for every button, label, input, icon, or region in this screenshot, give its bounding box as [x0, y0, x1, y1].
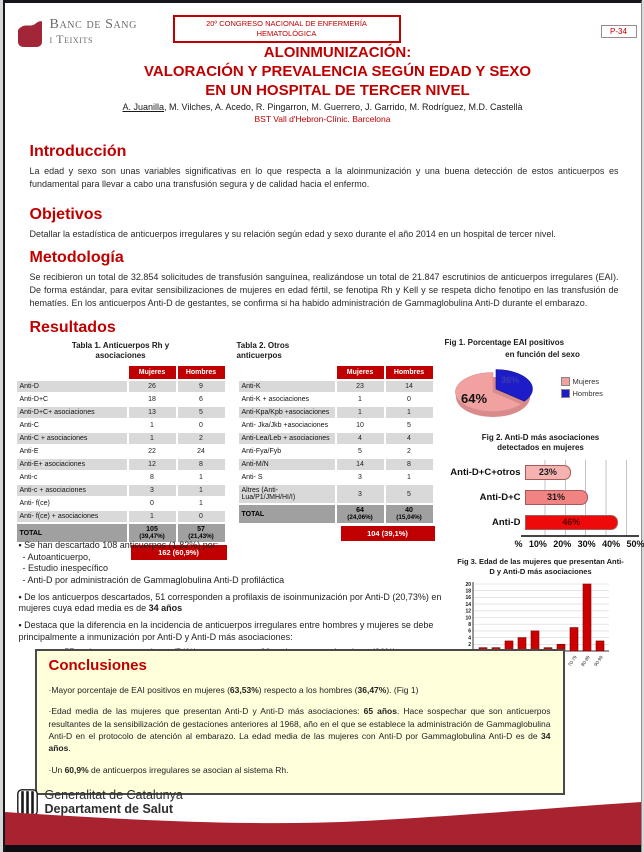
table-cell-value: 5	[407, 422, 411, 430]
table2-summary-bar: 104 (39,1%)	[341, 526, 435, 541]
table-row	[239, 394, 433, 405]
table1-header-row	[17, 366, 225, 379]
conclusion-1: ·Mayor porcentaje de EAI positivos en mujeres (63,53%) respecto a los hombres (36,47%). (Fig 1)	[48, 685, 419, 695]
fig2-category-label: Anti-D+C+otros	[450, 466, 521, 478]
table-cell-value: 0	[178, 511, 225, 522]
conclusion-2: ·Edad media de las mujeres que presentan Anti-D y Anti-D más asociaciones: 65 años. Hace sospechar que son anticuerpos resultantes de la sensibilización de gestaciones anteriores al 1968, año en el que se establece la administración de Gammaglobulina Anti-D en el protocolo de atención al embarazo. La edad media de las mujeres con Anti-D por Gammaglobulina Anti-D es de 34 años.	[48, 706, 551, 754]
table2-total-hombres: 40 (15,04%)	[386, 505, 433, 523]
table-cell-value: 3	[358, 474, 362, 482]
table-cell-value: 22	[148, 448, 156, 456]
fig2-plot-track	[525, 485, 637, 510]
fig2-value-label: 46%	[562, 517, 581, 528]
table-row	[17, 511, 225, 522]
section-introduccion	[30, 143, 619, 191]
table-cell-label: Anti- S	[241, 474, 263, 482]
table1-summary-bar: 162 (60,9%)	[131, 545, 227, 560]
logo-line2: i Teixits	[49, 32, 94, 47]
fig2-bar	[525, 490, 588, 505]
table-row	[239, 381, 433, 392]
table-cell-label: Altres (Anti-Lua/P1/JMH/HI/I)	[239, 485, 335, 503]
fig3-bar	[596, 641, 604, 651]
introduccion-heading: Introducción	[29, 143, 127, 160]
table-cell-label: Anti- f(ce)	[19, 500, 50, 508]
fig2-bar	[525, 465, 572, 480]
table-cell-value: 0	[199, 422, 203, 430]
table-cell-value: 1	[386, 407, 433, 418]
table-row	[17, 381, 225, 392]
fig2-axis-labels: % 10% 20% 30% 40% 50%	[514, 538, 644, 549]
footer-wave-decoration	[5, 801, 641, 845]
table-cell-value: 3	[337, 485, 384, 503]
metodologia-body: Se recibieron un total de 32.854 solicitudes de transfusión sanguínea, realizándose un total de 21.847 escrutinios de anticuerpos irregulares (EAI). De forma estándar, para evitar sensibilizaciones de mujeres en edad fértil, se fenotipa Rh y Kell y se respeta dicho fenotipo en las transfusión de hematíes. En los anticuerpos Anti-D de gestantes, se confirma si ha habido administración de Gammaglobulina Anti-D durante el embarazo.	[29, 272, 619, 309]
table2-header-mujeres: Mujeres	[337, 366, 384, 379]
congress-line1: 20º CONGRESO NACIONAL DE ENFERMERÍA	[206, 19, 367, 28]
pie-label-mujeres-pct: 64%	[460, 391, 487, 406]
table-cell-value: 23	[337, 381, 384, 392]
table-row	[239, 459, 433, 470]
title-line1: ALOINMUNIZACIÓN:	[263, 44, 412, 61]
title-line2: VALORACIÓN Y PREVALENCIA SEGÚN EDAD Y SEXO	[143, 62, 532, 80]
table-cell-label: Anti-Fya/Fyb	[241, 448, 282, 456]
note-sub-antid: - Anti-D por administración de Gammaglobulina Anti-D profiláctica	[22, 575, 285, 586]
table1-total-mujeres: 105 (39,47%)	[129, 524, 176, 542]
fig3-y-tick: 16	[464, 595, 471, 602]
fig3-y-tick: 12	[464, 608, 471, 615]
authors-line	[5, 102, 641, 112]
table-cell-label: Anti-E	[19, 448, 39, 456]
poster-title	[65, 44, 611, 100]
poster-page	[3, 0, 642, 852]
bottom-border-bar	[5, 845, 641, 852]
table-cell-value: 5	[386, 485, 433, 503]
pie-chart-graphic	[441, 363, 559, 427]
table2-block	[237, 341, 435, 541]
fig3-x-tick: 90-99	[592, 654, 604, 668]
table-cell-label: Anti-D+C+ asociaciones	[17, 407, 127, 418]
conclusion-3: ·Un 60,9% de anticuerpos irregulares se asocian al sistema Rh.	[48, 764, 289, 775]
table1-caption-line2: asociaciones	[95, 350, 146, 360]
table-cell-value: 8	[178, 459, 225, 470]
legend-swatch-hombres	[561, 389, 570, 398]
section-metodologia	[30, 249, 619, 310]
table-cell-label: Anti-Lea/Leb + asociaciones	[239, 433, 335, 444]
table-cell-label: Anti-K + asociaciones	[241, 396, 310, 404]
fig2-category-label: Anti-D	[492, 516, 521, 528]
note-diferencia: • Destaca que la diferencia en la incidencia de anticuerpos irregulares entre hombres y mujeres se debe principalmente a inmunización por Anti-D y Anti-D más asociaciones:	[19, 620, 451, 643]
banc-de-sang-logo-text	[50, 18, 137, 45]
table2-caption-line1: Tabla 2. Otros	[236, 341, 290, 350]
table-cell-label: Anti-D+C	[19, 396, 49, 404]
table-row	[239, 472, 433, 483]
table-row	[17, 433, 225, 444]
fig2-title: Fig 2. Anti-D más asociaciones detectados en mujeres	[481, 433, 600, 453]
table-cell-value: 18	[148, 396, 156, 404]
note-descartados: • Se han descartado 108 anticuerpos (1,82%) por:	[19, 540, 451, 552]
fig2-bar-chart	[441, 460, 641, 535]
table-row	[17, 420, 225, 431]
table-row	[17, 459, 225, 470]
fig3-y-tick: 6	[467, 628, 471, 635]
table2-caption-line2: anticuerpos	[236, 350, 282, 360]
fig2-plot-track	[525, 460, 637, 485]
resultados-heading: Resultados	[29, 319, 116, 336]
table2-total-mujeres: 64 (24,06%)	[337, 505, 384, 523]
table-cell-value: 5	[178, 407, 225, 418]
table-cell-label: Anti-E+ asociaciones	[17, 459, 127, 470]
table1-total-label: TOTAL	[17, 524, 127, 542]
legend-swatch-mujeres	[561, 377, 570, 386]
fig3-x-tick: 70-79	[566, 654, 578, 668]
generalitat-line2: Departament de Salut	[44, 802, 174, 817]
section-objetivos	[30, 206, 619, 241]
fig3-bar	[583, 584, 591, 651]
table-cell-value: 5	[358, 448, 362, 456]
fig3-title: Fig 3. Edad de las mujeres que presentan Anti- D y Anti-D más asociaciones	[457, 556, 624, 576]
table-cell-label: Anti-C + asociaciones	[17, 433, 127, 444]
conclusiones-heading: Conclusiones	[48, 657, 147, 674]
table2-caption	[237, 341, 435, 360]
fig2-bar-row	[441, 510, 641, 535]
table1-caption-line1: Tabla 1. Anticuerpos Rh y	[71, 341, 170, 350]
table-cell-value: 1	[178, 485, 225, 496]
table-cell-value: 14	[386, 381, 433, 392]
table-row	[17, 407, 225, 418]
fig3-bar	[570, 628, 578, 651]
table2-total-row	[239, 505, 433, 523]
table-row	[239, 420, 433, 431]
table1-header-mujeres: Mujeres	[129, 366, 176, 379]
other-authors: , M. Vilches, A. Acedo, R. Pingarron, M. Guerrero, J. Garrido, M. Rodríguez, M.D. Castellà	[164, 102, 523, 112]
table-cell-value: 14	[337, 459, 384, 470]
table-row	[17, 472, 225, 483]
fig2-axis-line	[521, 535, 639, 537]
table-cell-value: 1	[129, 433, 176, 444]
legend-item-mujeres: Mujeres	[561, 377, 603, 386]
fig3-x-tick: 80-89	[579, 654, 591, 668]
table-cell-value: 0	[150, 500, 154, 508]
fig3-y-tick: 18	[464, 588, 471, 595]
fig2-plot-track	[525, 510, 637, 535]
affiliation: BST Vall d'Hebron-Clínic. Barcelona	[254, 114, 391, 124]
fig3-y-tick: 8	[467, 622, 471, 629]
table-cell-label: Anti- f(ce) + asociaciones	[17, 511, 127, 522]
table-cell-value: 3	[129, 485, 176, 496]
table-row	[17, 394, 225, 405]
table2-header-hombres: Hombres	[386, 366, 433, 379]
fig2-value-label: 31%	[547, 492, 566, 503]
table1-caption	[15, 341, 227, 360]
table-row	[239, 446, 433, 457]
table1-header-hombres: Hombres	[178, 366, 225, 379]
fig3-y-tick: 10	[464, 615, 471, 622]
table-cell-value: 1	[407, 474, 411, 482]
fig2-xlabel: %	[514, 538, 523, 549]
title-line3: EN UN HOSPITAL DE TERCER NIVEL	[205, 81, 470, 99]
table-row	[17, 485, 225, 496]
table-row	[239, 433, 433, 444]
table1-anticuerpos-rh	[15, 364, 227, 544]
table-cell-label: Anti-K	[239, 381, 335, 392]
table-cell-value: 4	[337, 433, 384, 444]
fig2-category-label: Anti-D+C	[479, 491, 521, 503]
note-profilaxis: • De los anticuerpos descartados, 51 corresponden a profilaxis de isoinmunización por Anti-D (20,73%) en mujeres cuya edad media es de 34 años	[19, 592, 451, 615]
table-row	[17, 446, 225, 457]
table2-header-row	[239, 366, 433, 379]
fig2-bar	[525, 515, 619, 530]
table-cell-label: Anti-c	[19, 474, 38, 482]
fig1-legend	[561, 377, 603, 401]
table-cell-value: 1	[358, 396, 362, 404]
fig3-y-tick: 4	[467, 635, 471, 642]
objetivos-body: Detallar la estadística de anticuerpos irregulares y su relación según edad y sexo durante el año 2014 en un hospital de tercer nivel.	[29, 229, 556, 239]
table-cell-value: 9	[178, 381, 225, 392]
table1-block	[15, 341, 227, 560]
fig1-title: Fig 1. Porcentage EAI positivos en función del sexo	[444, 338, 580, 359]
fig2-value-label: 23%	[538, 467, 557, 478]
note-sub-autoanticuerpo: - Autoanticuerpo,	[22, 551, 91, 562]
table-cell-label: Anti-C	[19, 422, 39, 430]
fig3-y-tick: 2	[467, 642, 471, 649]
table-row	[17, 498, 225, 509]
table2-total-label: TOTAL	[239, 505, 335, 523]
logo-line1: Banc de Sang	[49, 17, 137, 33]
fig3-y-tick: 20	[464, 581, 471, 588]
table2-header-empty	[239, 366, 335, 379]
introduccion-body: La edad y sexo son unas variables significativas en lo que respecta a la aloinmunización y una buena detección de estos anticuerpos es fundamental para llevar a cabo una transfusión segura y de calidad hacia el enfermo.	[29, 166, 619, 190]
first-author: A. Juanilla	[122, 102, 165, 112]
metodologia-heading: Metodología	[29, 249, 124, 266]
table-cell-label: Anti-D	[17, 381, 127, 392]
table-row	[239, 407, 433, 418]
table-cell-value: 1	[199, 500, 203, 508]
table-cell-value: 26	[129, 381, 176, 392]
table-cell-value: 8	[386, 459, 433, 470]
table-cell-value: 24	[197, 448, 205, 456]
fig1-pie-chart	[441, 363, 641, 427]
poster-number-badge: P-34	[601, 25, 637, 38]
table-cell-value: 2	[407, 448, 411, 456]
table-cell-value: 1	[337, 407, 384, 418]
fig3-y-tick: 14	[464, 601, 471, 608]
table-cell-value: 12	[129, 459, 176, 470]
conclusions-box	[35, 649, 565, 795]
table1-total-hombres: 57 (21,43%)	[178, 524, 225, 542]
table-cell-label: Anti-M/N	[239, 459, 335, 470]
banc-de-sang-logo-icon	[17, 16, 43, 48]
table-row	[239, 485, 433, 503]
congress-banner	[173, 15, 401, 43]
table-cell-value: 0	[407, 396, 411, 404]
objetivos-heading: Objetivos	[29, 206, 103, 223]
figures-column	[441, 337, 644, 684]
table-cell-label: Anti-c + asociaciones	[17, 485, 127, 496]
note-sub-estudio: - Estudio inespecífico	[22, 563, 109, 574]
table-cell-value: 4	[386, 433, 433, 444]
congress-line2: HEMATOLÓGICA	[256, 29, 317, 39]
table-cell-value: 6	[199, 396, 203, 404]
pie-label-hombres-pct: 36%	[500, 375, 519, 385]
table2-otros-anticuerpos	[237, 364, 435, 525]
legend-item-hombres: Hombres	[561, 389, 603, 398]
results-notes	[19, 535, 451, 658]
table-cell-label: Anti-Kpa/Kpb +asociaciones	[239, 407, 335, 418]
table-cell-value: 2	[178, 433, 225, 444]
fig2-bar-row	[441, 485, 641, 510]
table-cell-value: 1	[199, 474, 203, 482]
table-cell-value: 1	[129, 511, 176, 522]
table-cell-value: 1	[150, 422, 154, 430]
poster-header	[5, 3, 641, 141]
table1-header-empty	[17, 366, 127, 379]
fig2-bar-row	[441, 460, 641, 485]
table-cell-value: 8	[150, 474, 154, 482]
table-cell-label: Anti- Jka/Jkb +asociaciones	[241, 422, 329, 430]
table-cell-value: 13	[129, 407, 176, 418]
generalitat-line1: Generalitat de Catalunya	[44, 788, 183, 802]
table-cell-value: 10	[356, 422, 364, 430]
